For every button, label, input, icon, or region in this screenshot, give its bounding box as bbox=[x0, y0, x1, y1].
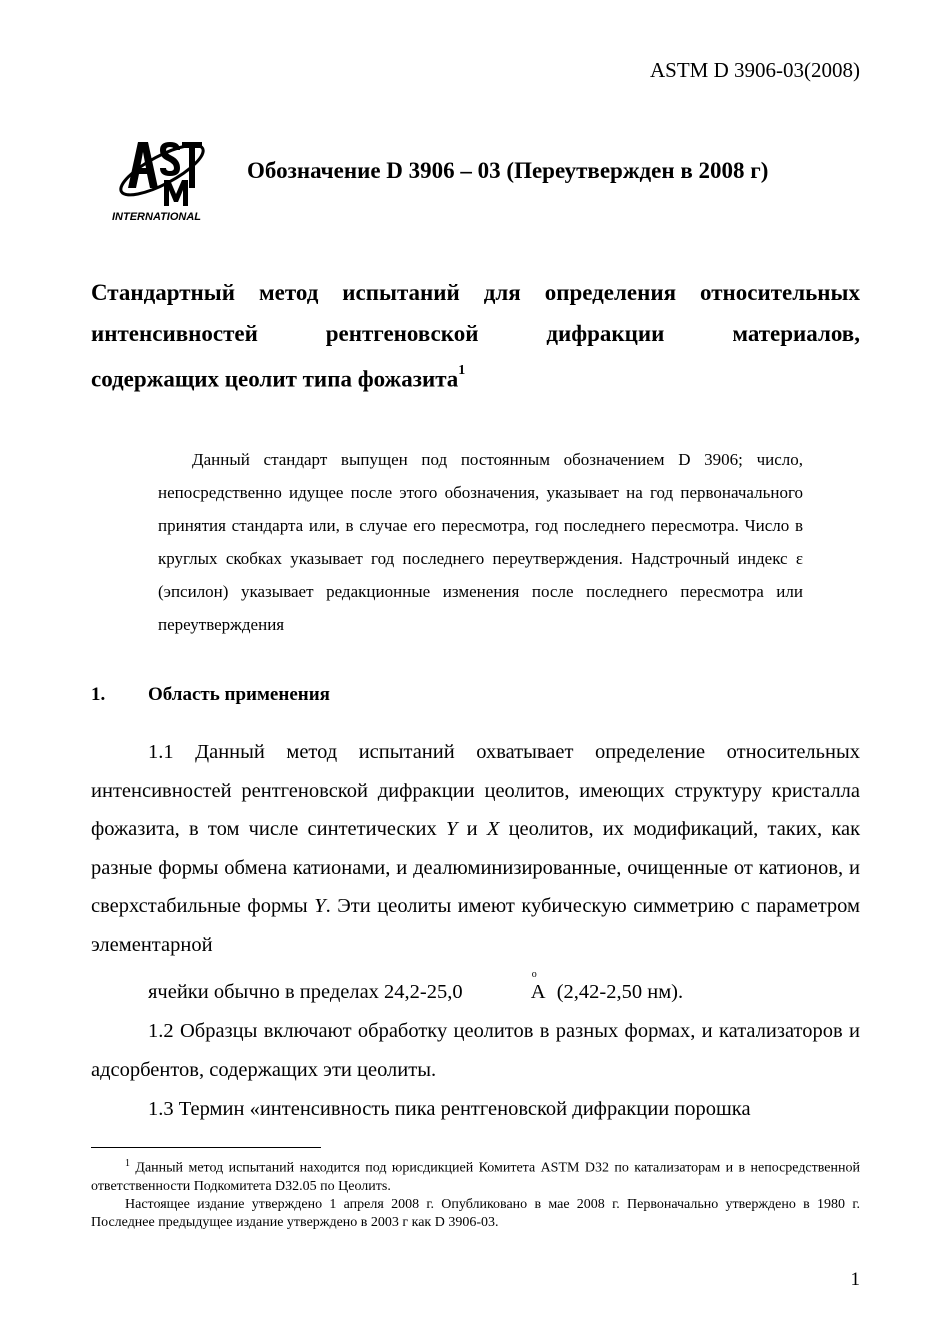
paragraph-1-2: 1.2 Образцы включают обработку цеолитов в разных формах, и катализаторов и адсорбентов, содержащих эти цеолиты. bbox=[91, 1020, 860, 1081]
title-word: интенсивностей bbox=[91, 321, 258, 346]
title-line-1 bbox=[91, 272, 860, 313]
paragraph-1-3: 1.3 Термин «интенсивность пика рентгеновской дифракции порошка bbox=[148, 1098, 751, 1120]
footnote-divider bbox=[91, 1147, 321, 1148]
angstrom-unit: o А bbox=[468, 973, 552, 1012]
paragraph-1-1: 1.1 Данный метод испытаний охватывает определение относительных интенсивностей рентгеновской дифракции цеолитов, имеющих структуру кристалла фожазита, в том числе синтетических Y и X цеолитов, их модификаций, таких, как разные формы обмена катионами, и деалюминизированные, очищенные от катионов, и сверхстабильные формы Y. Эти цеолиты имеют кубическую симметрию с параметром элементарной ячейки обычно в пределах 24,2-25,0 o А (2,42-2,50 нм). bbox=[91, 733, 860, 1012]
astm-logo bbox=[108, 128, 212, 224]
standard-designation: Обозначение D 3906 – 03 (Переутвержден в 2008 г) bbox=[247, 158, 769, 183]
section-number: 1. bbox=[91, 684, 106, 705]
footnote-mark: 1 bbox=[125, 1158, 130, 1169]
designation-notice: Данный стандарт выпущен под постоянным обозначением D 3906; число, непосредственно идущее после этого обозначения, указывает на год первоначального принятия стандарта или, в случае его пересмотра, год последнего пересмотра. Число в круглых скобках указывает год последнего переутверждения. Надстрочный индекс ε (эпсилон) указывает редакционные изменения после последнего пересмотра или переутверждения bbox=[158, 450, 803, 634]
title-line-3 bbox=[91, 354, 860, 400]
zeolite-x: X bbox=[486, 818, 500, 840]
title-word: дифракции bbox=[546, 321, 665, 346]
paragraph-last-line: ячейки обычно в пределах 24,2-25,0 o А (2,42-2,50 нм). bbox=[91, 973, 860, 1012]
astm-logo-icon bbox=[108, 128, 212, 224]
section-1-heading bbox=[91, 684, 330, 706]
title-word: материалов, bbox=[732, 321, 860, 346]
footnote: $^1$ Данный метод испытаний находится под юрисдикцией Комитета ASTM D32 по катализаторам и в непосредственной ответственности Подкомитета D32.05 по Цеолитs. Настоящее издание утверждено 1 апреля 2008 г. Опубликовано в мае 2008 г. Первоначально утверждено в 1980 г. Последнее предыдущее издание утверждено в 2003 г как D 3906-03. bbox=[91, 1158, 860, 1230]
title-text: содержащих цеолит типа фожазита bbox=[91, 366, 459, 392]
page-number: 1 bbox=[850, 1269, 860, 1290]
document-code: ASTM D 3906-03(2008) bbox=[650, 58, 860, 82]
title-word: относительных bbox=[700, 280, 860, 305]
title-word: испытаний bbox=[342, 280, 460, 305]
document-title bbox=[91, 272, 860, 400]
title-word: метод bbox=[258, 280, 319, 305]
title-word: Стандартный bbox=[91, 280, 236, 305]
title-word: определения bbox=[544, 280, 677, 305]
title-footnote-mark[interactable]: 1 bbox=[458, 363, 466, 378]
zeolite-y: Y bbox=[314, 895, 326, 917]
svg-text:INTERNATIONAL: INTERNATIONAL bbox=[112, 211, 202, 223]
angstrom-ring: o bbox=[531, 969, 537, 980]
section-title: Область применения bbox=[148, 684, 330, 705]
zeolite-y: Y bbox=[446, 818, 458, 840]
title-line-2 bbox=[91, 313, 860, 354]
title-word: рентгеновской bbox=[325, 321, 479, 346]
title-word: для bbox=[483, 280, 521, 305]
